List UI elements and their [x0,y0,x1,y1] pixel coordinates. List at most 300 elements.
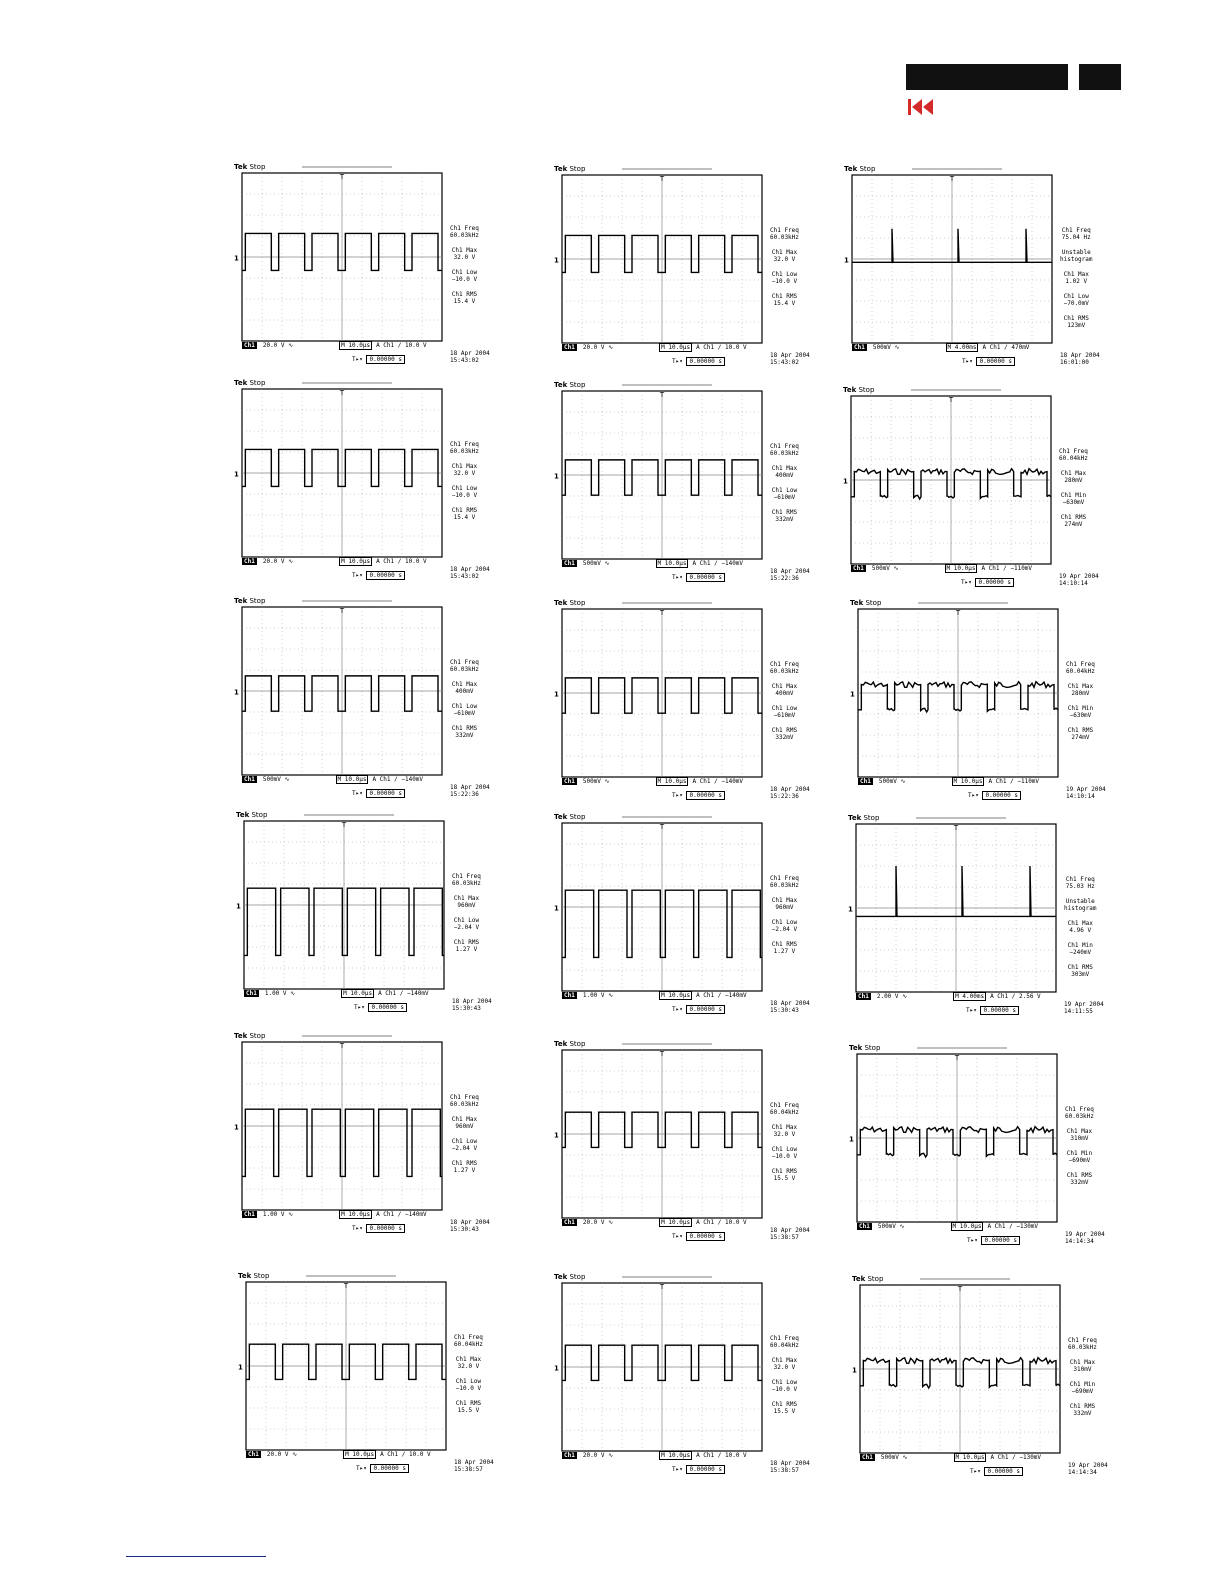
measurement-item [450,1116,479,1130]
status-bar [562,344,747,352]
trigger-position-value: 0.00000 s [976,357,1015,366]
channel-ground-marker: 1 [843,477,848,486]
measurement-label: Ch1 Max [455,1356,482,1363]
measurement-label: Ch1 Freq [770,661,799,668]
skip-back-icon[interactable] [906,98,938,116]
measurement-value: histogram [1060,256,1093,263]
measurement-label: Unstable [1061,249,1091,256]
trigger-setting: A Ch1 ∕ −130mV [990,1454,1042,1461]
measurement-item [770,683,799,697]
measurement-item [770,727,799,741]
tek-stop-label [234,379,265,387]
measurement-item [1059,492,1088,506]
trigger-marker: T [954,1054,960,1062]
status-bar [857,1223,1038,1231]
footer-rule [126,1556,266,1557]
channel-badge: Ch1 [858,993,869,1000]
measurement-panel [770,661,799,749]
trigger-position [352,790,405,798]
measurement-value: 75.03 Hz [1065,883,1095,890]
measurement-value: 60.03kHz [770,234,799,241]
measurement-label: Ch1 Max [1067,683,1094,690]
measurement-label: Ch1 Max [1069,1359,1096,1366]
channel-ground-marker: 1 [236,902,241,911]
measurement-value: 960mV [775,904,794,911]
trigger-position [352,356,405,364]
measurement-item [770,249,799,263]
capture-time: 15:22:36 [770,575,799,582]
tek-logo: Tek [236,811,250,819]
vertical-scale: 500mV ∿ [582,778,610,785]
trigger-marker: T [339,1042,345,1050]
capture-timestamp [1066,786,1106,800]
measurement-value: 332mV [1070,1179,1089,1186]
measurement-item [450,485,479,499]
trigger-position-value: 0.00000 s [370,1464,409,1473]
capture-timestamp [1060,352,1100,366]
trigger-position [970,1468,1023,1476]
trigger-position [352,1225,405,1233]
measurement-value: 1.27 V [455,946,478,953]
measurement-value: 60.03kHz [450,232,479,239]
measurement-label: Ch1 RMS [1067,727,1094,734]
channel-ground-marker: 1 [848,905,853,914]
stop-status: Stop [857,165,876,173]
trigger-position-value: 0.00000 s [686,1465,725,1474]
tek-stop-label [849,1044,880,1052]
measurement-value: 32.0 V [773,1131,796,1138]
measurement-value: 310mV [1070,1135,1089,1142]
capture-time: 16:01:00 [1060,359,1089,366]
trigger-position-icon: T▸▾ [672,1006,687,1013]
vertical-scale: 500mV ∿ [871,565,899,572]
tek-logo: Tek [238,1272,252,1280]
measurement-label: Ch1 RMS [771,941,798,948]
tek-logo: Tek [554,599,568,607]
measurement-label: Ch1 Min [1060,492,1087,499]
measurement-panel [450,225,479,313]
measurement-item [1060,271,1093,285]
tek-stop-label [554,1040,585,1048]
capture-date: 18 Apr 2004 [450,350,490,357]
trigger-position [672,792,725,800]
measurement-label: Ch1 Low [771,919,798,926]
channel-badge: Ch1 [860,778,871,785]
stop-status: Stop [862,1044,881,1052]
channel-ground-marker: 1 [844,256,849,265]
channel-ground-marker: 1 [554,256,559,265]
measurement-value: 4.96 V [1069,927,1092,934]
trigger-marker: T [953,824,959,832]
status-bar [562,778,743,786]
capture-time: 15:43:02 [770,359,799,366]
trigger-marker: T [949,175,955,183]
measurement-value: 15.4 V [453,514,476,521]
measurement-label: Ch1 Freq [1061,227,1091,234]
measurement-label: Ch1 Freq [450,1094,479,1101]
measurement-value: 15.4 V [453,298,476,305]
measurement-value: 400mV [775,690,794,697]
trigger-position-icon: T▸▾ [968,792,983,799]
measurement-item [1065,1128,1094,1142]
oscilloscope-screen [554,823,762,991]
measurement-item [770,1379,799,1393]
tek-logo: Tek [843,386,857,394]
status-bar [242,558,427,566]
vertical-scale: 1.00 V ∿ [262,1211,294,1218]
measurement-item [1060,249,1093,263]
capture-time: 14:10:14 [1066,793,1095,800]
capture-date: 19 Apr 2004 [1066,786,1106,793]
tek-stop-label [848,814,879,822]
trigger-position [352,572,405,580]
capture-date: 18 Apr 2004 [450,784,490,791]
measurement-value: −10.0 V [771,278,798,285]
trigger-marker: T [339,389,345,397]
channel-badge: Ch1 [244,776,255,783]
trigger-position-value: 0.00000 s [686,1232,725,1241]
capture-time: 14:10:14 [1059,580,1088,587]
vertical-scale: 1.00 V ∿ [582,992,614,999]
oscilloscope-screen [234,389,442,557]
status-bar [242,342,427,350]
vertical-scale: 500mV ∿ [262,776,290,783]
capture-date: 18 Apr 2004 [770,568,810,575]
measurement-item [1065,1150,1094,1164]
measurement-item [1064,942,1097,956]
timebase: M 10.0µs [337,776,367,783]
trigger-marker: T [659,1050,665,1058]
measurement-panel [1065,1106,1094,1194]
capture-time: 15:30:43 [452,1005,481,1012]
trigger-position-icon: T▸▾ [356,1465,371,1472]
trigger-position-icon: T▸▾ [352,790,367,797]
timebase: M 10.0µs [661,1452,691,1459]
measurement-value: −10.0 V [771,1386,798,1393]
measurement-panel [450,1094,479,1182]
channel-badge: Ch1 [859,1223,870,1230]
trigger-setting: A Ch1 ∕ −110mV [981,565,1033,572]
measurement-panel [1064,876,1097,986]
measurement-item [454,1356,483,1370]
measurement-label: Ch1 Max [451,681,478,688]
measurement-item [450,681,479,695]
measurement-label: Ch1 Min [1067,942,1093,949]
status-bar [852,344,1029,352]
trigger-position-value: 0.00000 s [686,357,725,366]
measurement-panel [452,873,481,961]
channel-badge: Ch1 [564,1219,575,1226]
trigger-marker: T [948,396,954,404]
channel-ground-marker: 1 [554,1364,559,1373]
trigger-position-value: 0.00000 s [366,1224,405,1233]
measurement-label: Ch1 RMS [451,291,478,298]
measurement-value: 960mV [455,1123,474,1130]
tek-logo: Tek [850,599,864,607]
measurement-label: Ch1 Freq [770,443,799,450]
measurement-value: 60.03kHz [1068,1344,1097,1351]
capture-time: 14:11:55 [1064,1008,1093,1015]
measurement-label: Ch1 Min [1067,705,1094,712]
trigger-marker: T [339,607,345,615]
measurement-label: Ch1 RMS [453,939,480,946]
measurement-label: Ch1 Low [451,269,478,276]
tek-stop-label [554,381,585,389]
measurement-label: Ch1 Max [771,249,798,256]
measurement-item [1066,683,1095,697]
vertical-scale: 20.0 V ∿ [582,344,614,351]
measurement-value: 1.27 V [773,948,796,955]
trigger-position-icon: T▸▾ [967,1237,982,1244]
measurement-value: −10.0 V [451,276,478,283]
capture-date: 18 Apr 2004 [770,352,810,359]
measurement-value: 60.04kHz [770,1109,799,1116]
trigger-position-icon: T▸▾ [672,1466,687,1473]
capture-timestamp [450,784,490,798]
tek-stop-label [843,386,874,394]
trigger-position [354,1004,407,1012]
trigger-position [672,1466,725,1474]
measurement-label: Ch1 Max [451,247,478,254]
measurement-panel [770,443,799,531]
channel-badge: Ch1 [244,1211,255,1218]
capture-timestamp [770,352,810,366]
tek-logo: Tek [554,1273,568,1281]
trigger-marker: T [343,1282,349,1290]
measurement-label: Ch1 Low [771,705,798,712]
trigger-setting: A Ch1 ∕ −140mV [692,778,744,785]
tek-stop-label [844,165,875,173]
trigger-position-icon: T▸▾ [672,792,687,799]
trigger-position [672,1233,725,1241]
measurement-label: Ch1 Max [1067,920,1093,927]
channel-ground-marker: 1 [850,690,855,699]
measurement-value: 332mV [455,732,474,739]
measurement-value: −630mV [1069,712,1092,719]
measurement-label: Ch1 Freq [770,227,799,234]
measurement-item [1059,514,1088,528]
measurement-panel [450,441,479,529]
measurement-item [770,919,799,933]
measurement-value: 400mV [455,688,474,695]
trigger-position-value: 0.00000 s [366,789,405,798]
measurement-item [1060,227,1093,241]
timebase: M 10.0µs [657,560,687,567]
status-bar [858,778,1039,786]
stop-status: Stop [863,599,882,607]
measurement-label: Ch1 Min [1066,1150,1093,1157]
measurement-value: 123mV [1067,322,1086,329]
stop-status: Stop [247,379,266,387]
tek-stop-label [234,597,265,605]
measurement-item [770,941,799,955]
capture-timestamp [454,1459,494,1473]
timebase: M 10.0µs [341,1211,371,1218]
oscilloscope-screen [852,1285,1060,1453]
measurement-label: Ch1 Low [1063,293,1089,300]
trigger-setting: A Ch1 ∕ 2.56 V [990,993,1041,1000]
vertical-scale: 500mV ∿ [582,560,610,567]
measurement-item [1064,876,1097,890]
tek-logo: Tek [852,1275,866,1283]
channel-ground-marker: 1 [234,254,239,263]
measurement-value: 400mV [775,472,794,479]
measurement-value: 60.03kHz [450,448,479,455]
trigger-position [967,1237,1020,1245]
trigger-marker: T [659,823,665,831]
measurement-item [770,443,799,457]
capture-date: 19 Apr 2004 [1068,1462,1108,1469]
measurement-item [1060,293,1093,307]
vertical-scale: 500mV ∿ [872,344,900,351]
measurement-item [770,227,799,241]
capture-time: 14:14:34 [1065,1238,1094,1245]
measurement-item [450,291,479,305]
capture-timestamp [1064,1001,1104,1015]
measurement-label: Ch1 Max [451,463,478,470]
measurement-value: −2.04 V [453,924,480,931]
measurement-item [770,1357,799,1371]
measurement-item [770,1124,799,1138]
capture-time: 15:43:02 [450,357,479,364]
timebase: M 10.0µs [343,990,373,997]
timebase: M 4.00ms [947,344,977,351]
oscilloscope-screen [849,1054,1057,1222]
channel-badge: Ch1 [564,1452,575,1459]
trigger-position-value: 0.00000 s [984,1467,1023,1476]
oscilloscope-screen [236,821,444,989]
timebase: M 4.00ms [955,993,985,1000]
trigger-marker: T [659,1283,665,1291]
measurement-label: Ch1 Freq [1059,448,1088,455]
status-bar [860,1454,1041,1462]
status-bar [851,565,1032,573]
status-bar [562,1452,747,1460]
measurement-item [1059,448,1088,462]
measurement-panel [1060,227,1093,337]
measurement-label: Ch1 RMS [451,507,478,514]
channel-badge: Ch1 [564,344,575,351]
measurement-item [1068,1359,1097,1373]
tek-logo: Tek [234,597,248,605]
channel-ground-marker: 1 [554,690,559,699]
tek-logo: Tek [554,813,568,821]
measurement-item [770,487,799,501]
header-title-block [906,64,1068,90]
capture-date: 18 Apr 2004 [450,566,490,573]
measurement-value: 60.04kHz [770,1342,799,1349]
status-bar [562,560,743,568]
stop-status: Stop [856,386,875,394]
measurement-panel [770,1335,799,1423]
trigger-setting: A Ch1 ∕ −140mV [696,992,747,999]
measurement-value: histogram [1064,905,1097,912]
trigger-position-value: 0.00000 s [686,573,725,582]
measurement-label: Ch1 Max [771,683,798,690]
measurement-value: 15.5 V [773,1175,796,1182]
measurement-label: Ch1 Max [771,1124,798,1131]
tek-stop-label [236,811,267,819]
measurement-label: Ch1 RMS [1060,514,1087,521]
measurement-item [450,463,479,477]
stop-status: Stop [567,381,586,389]
measurement-item [450,441,479,455]
measurement-label: Ch1 Low [451,703,478,710]
status-bar [244,990,429,998]
measurement-label: Ch1 RMS [1063,315,1089,322]
oscilloscope-screen [843,396,1051,564]
stop-status: Stop [251,1272,270,1280]
capture-timestamp [770,1000,810,1014]
tek-stop-label [554,1273,585,1281]
measurement-item [1059,470,1088,484]
capture-date: 19 Apr 2004 [1065,1231,1105,1238]
trigger-position [672,574,725,582]
measurement-label: Ch1 Min [1069,1381,1096,1388]
measurement-value: −70.0mV [1063,300,1089,307]
measurement-item [452,939,481,953]
channel-ground-marker: 1 [554,472,559,481]
tek-logo: Tek [234,1032,248,1040]
measurement-label: Ch1 RMS [451,725,478,732]
measurement-item [452,917,481,931]
measurement-item [450,1138,479,1152]
trigger-marker: T [955,609,961,617]
measurement-label: Ch1 Max [453,895,480,902]
trigger-marker: T [659,609,665,617]
tek-logo: Tek [554,381,568,389]
measurement-label: Ch1 Low [451,485,478,492]
measurement-panel [1068,1337,1097,1425]
channel-badge: Ch1 [244,558,255,565]
capture-timestamp [770,1460,810,1474]
measurement-item [770,661,799,675]
vertical-scale: 20.0 V ∿ [582,1452,614,1459]
measurement-value: 1.02 V [1065,278,1088,285]
measurement-value: 60.03kHz [770,450,799,457]
capture-time: 15:22:36 [450,791,479,798]
timebase: M 10.0µs [341,342,371,349]
capture-time: 15:43:02 [450,573,479,580]
trigger-position-value: 0.00000 s [686,791,725,800]
measurement-value: 32.0 V [453,470,476,477]
trigger-position-icon: T▸▾ [672,358,687,365]
stop-status: Stop [567,1273,586,1281]
vertical-scale: 20.0 V ∿ [582,1219,614,1226]
measurement-value: 32.0 V [453,254,476,261]
channel-ground-marker: 1 [554,1131,559,1140]
measurement-label: Ch1 Max [771,1357,798,1364]
trigger-setting: A Ch1 ∕ −140mV [376,1211,427,1218]
measurement-label: Ch1 Low [771,1146,798,1153]
channel-ground-marker: 1 [234,1123,239,1132]
trigger-setting: A Ch1 ∕ 10.0 V [696,1219,747,1226]
measurement-panel [1059,448,1088,536]
trigger-setting: A Ch1 ∕ −110mV [988,778,1040,785]
measurement-value: 274mV [1064,521,1083,528]
measurement-label: Ch1 RMS [1069,1403,1096,1410]
channel-badge: Ch1 [564,992,575,999]
trigger-position-icon: T▸▾ [354,1004,369,1011]
measurement-item [450,269,479,283]
measurement-value: 303mV [1071,971,1090,978]
trigger-marker: T [957,1285,963,1293]
trigger-setting: A Ch1 ∕ −140mV [372,776,424,783]
measurement-label: Ch1 Low [453,917,480,924]
channel-badge: Ch1 [246,990,257,997]
measurement-value: 60.03kHz [450,666,479,673]
channel-ground-marker: 1 [238,1363,243,1372]
